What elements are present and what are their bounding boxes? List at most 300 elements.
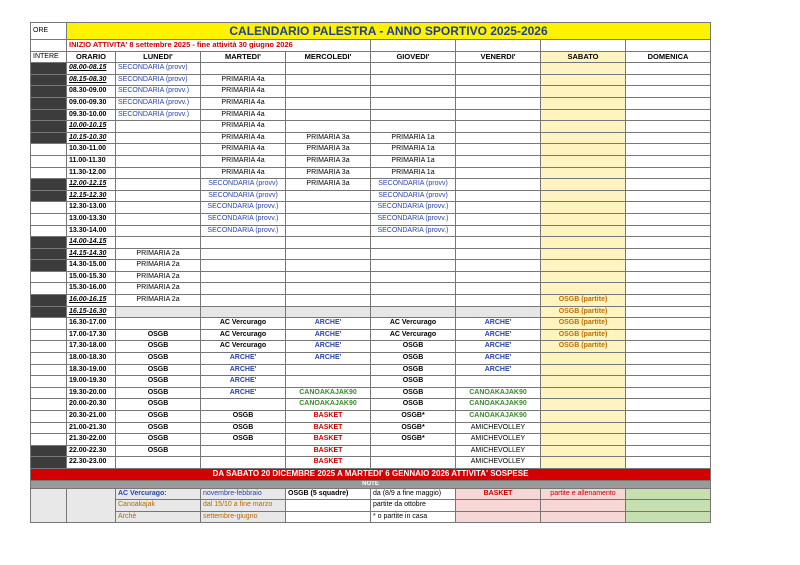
season-subtitle: INIZIO ATTIVITA' 8 settembre 2025 - fine attività 30 giugno 2026 (67, 40, 371, 52)
schedule-cell-mar (201, 445, 286, 457)
schedule-cell-mer (286, 376, 371, 388)
schedule-cell-ven (456, 202, 541, 214)
schedule-cell-gio: OSGB* (371, 434, 456, 446)
table-row (31, 318, 711, 330)
schedule-cell-mar: OSGB (201, 434, 286, 446)
schedule-cell-ven: ARCHE' (456, 341, 541, 353)
table-row (31, 179, 711, 191)
schedule-cell-sab (541, 260, 626, 272)
table-row (31, 202, 711, 214)
schedule-cell-mar: PRIMARIA 4a (201, 74, 286, 86)
schedule-cell-mar: SECONDARIA (provv.) (201, 202, 286, 214)
schedule-cell-sab (541, 283, 626, 295)
table-row (31, 63, 711, 75)
schedule-cell-mar (201, 283, 286, 295)
schedule-cell-sab (541, 144, 626, 156)
schedule-cell-mar (201, 63, 286, 75)
ore-label: ORE (31, 23, 67, 40)
schedule-cell-ven: ARCHE' (456, 318, 541, 330)
schedule-cell-ven: AMICHEVOLLEY (456, 422, 541, 434)
schedule-cell-lun: PRIMARIA 2a (116, 295, 201, 307)
schedule-cell-mar: AC Vercurago (201, 341, 286, 353)
schedule-cell-ven (456, 213, 541, 225)
time-slot: 08.00-08.15 (67, 63, 116, 75)
schedule-cell-mer: ARCHE' (286, 329, 371, 341)
col-header-giovedi: GIOVEDI' (371, 51, 456, 63)
time-slot: 22.30-23.00 (67, 457, 116, 469)
schedule-cell-sab (541, 376, 626, 388)
schedule-cell-lun: OSGB (116, 445, 201, 457)
schedule-cell-mar (201, 248, 286, 260)
schedule-cell-gio (371, 121, 456, 133)
schedule-cell-ven: ARCHE' (456, 329, 541, 341)
schedule-cell-gio (371, 63, 456, 75)
schedule-cell-sab (541, 63, 626, 75)
schedule-cell-dom (626, 376, 711, 388)
schedule-cell-mar: SECONDARIA (provv) (201, 179, 286, 191)
col-header-venerdi: VENERDI' (456, 51, 541, 63)
time-slot: 16.00-16.15 (67, 295, 116, 307)
schedule-cell-gio (371, 260, 456, 272)
schedule-cell-mar: OSGB (201, 411, 286, 423)
schedule-cell-sab: OSGB (partite) (541, 306, 626, 318)
schedule-cell-ven (456, 109, 541, 121)
suspension-banner: DA SABATO 20 DICEMBRE 2025 A MARTEDI' 6 GENNAIO 2026 ATTIVITA' SOSPESE (31, 468, 711, 480)
schedule-cell-gio: OSGB (371, 387, 456, 399)
schedule-cell-dom (626, 179, 711, 191)
table-row (31, 167, 711, 179)
note-osgb-line2: partite da ottobre (371, 500, 456, 512)
table-row (31, 271, 711, 283)
table-row (31, 109, 711, 121)
col-header-sabato: SABATO (541, 51, 626, 63)
table-row (31, 248, 711, 260)
schedule-cell-ven: CANOAKAJAK90 (456, 411, 541, 423)
time-slot: 15.30-16.00 (67, 283, 116, 295)
schedule-cell-sab (541, 190, 626, 202)
schedule-cell-dom (626, 225, 711, 237)
time-slot: 12.15-12.30 (67, 190, 116, 202)
schedule-cell-dom (626, 434, 711, 446)
schedule-cell-ven: ARCHE' (456, 364, 541, 376)
schedule-cell-ven (456, 74, 541, 86)
schedule-cell-sab (541, 167, 626, 179)
schedule-cell-lun (116, 121, 201, 133)
schedule-cell-mer: CANOAKAJAK90 (286, 399, 371, 411)
table-row (31, 74, 711, 86)
note-canoa-period: dal 15/10 a fine marzo (201, 500, 286, 512)
schedule-cell-sab (541, 457, 626, 469)
schedule-cell-mer: ARCHE' (286, 353, 371, 365)
schedule-cell-dom (626, 237, 711, 249)
schedule-cell-sab (541, 411, 626, 423)
table-row (31, 341, 711, 353)
time-slot: 09.30-10.00 (67, 109, 116, 121)
time-slot: 12.00-12.15 (67, 179, 116, 191)
schedule-cell-dom (626, 202, 711, 214)
schedule-cell-gio: SECONDARIA (provv.) (371, 225, 456, 237)
time-slot: 15.00-15.30 (67, 271, 116, 283)
schedule-cell-gio: PRIMARIA 1a (371, 155, 456, 167)
schedule-cell-mer: ARCHE' (286, 341, 371, 353)
time-slot: 14.15-14.30 (67, 248, 116, 260)
time-slot: 22.00-22.30 (67, 445, 116, 457)
schedule-cell-mer (286, 74, 371, 86)
note-arche-name: Archè (116, 511, 201, 523)
schedule-cell-lun (116, 155, 201, 167)
schedule-cell-lun: OSGB (116, 364, 201, 376)
schedule-cell-dom (626, 364, 711, 376)
schedule-cell-lun: SECONDARIA (provv) (116, 74, 201, 86)
col-header-lunedi: LUNEDI' (116, 51, 201, 63)
schedule-cell-gio: AC Vercurago (371, 318, 456, 330)
schedule-cell-lun: OSGB (116, 387, 201, 399)
schedule-cell-ven (456, 237, 541, 249)
table-row (31, 387, 711, 399)
note-canoa-name: Canoakajak (116, 500, 201, 512)
schedule-cell-mar (201, 260, 286, 272)
table-row (31, 445, 711, 457)
table-row (31, 121, 711, 133)
schedule-cell-lun (116, 213, 201, 225)
schedule-cell-mer (286, 248, 371, 260)
schedule-cell-mer: PRIMARIA 3a (286, 167, 371, 179)
schedule-cell-dom (626, 86, 711, 98)
schedule-cell-mar (201, 295, 286, 307)
time-slot: 19.00-19.30 (67, 376, 116, 388)
schedule-cell-mer: BASKET (286, 445, 371, 457)
schedule-cell-lun (116, 132, 201, 144)
schedule-cell-lun: SECONDARIA (provv.) (116, 86, 201, 98)
schedule-cell-mer (286, 86, 371, 98)
schedule-cell-lun (116, 225, 201, 237)
schedule-cell-mer: BASKET (286, 422, 371, 434)
table-row (31, 155, 711, 167)
schedule-cell-lun: OSGB (116, 422, 201, 434)
schedule-cell-gio (371, 295, 456, 307)
table-row (31, 213, 711, 225)
table-row (31, 132, 711, 144)
schedule-cell-gio (371, 445, 456, 457)
table-row (31, 457, 711, 469)
schedule-cell-dom (626, 213, 711, 225)
schedule-cell-gio: PRIMARIA 1a (371, 167, 456, 179)
schedule-cell-ven (456, 121, 541, 133)
time-slot: 08.30-09.00 (67, 86, 116, 98)
schedule-cell-mer (286, 237, 371, 249)
schedule-cell-mer (286, 97, 371, 109)
schedule-cell-sab (541, 132, 626, 144)
schedule-cell-sab (541, 237, 626, 249)
schedule-cell-gio (371, 74, 456, 86)
note-osgb-title: OSGB (5 squadre) (286, 488, 371, 500)
schedule-cell-dom (626, 283, 711, 295)
schedule-cell-ven (456, 283, 541, 295)
note-basket: BASKET (456, 488, 541, 500)
schedule-cell-lun (116, 237, 201, 249)
schedule-cell-sab (541, 364, 626, 376)
table-row (31, 260, 711, 272)
schedule-cell-dom (626, 271, 711, 283)
time-slot: 16.15-16.30 (67, 306, 116, 318)
schedule-cell-sab (541, 422, 626, 434)
schedule-cell-mer: BASKET (286, 411, 371, 423)
schedule-cell-mar: AC Vercurago (201, 318, 286, 330)
schedule-cell-ven (456, 225, 541, 237)
schedule-cell-lun: OSGB (116, 399, 201, 411)
schedule-cell-mer: BASKET (286, 434, 371, 446)
schedule-cell-ven: AMICHEVOLLEY (456, 434, 541, 446)
schedule-cell-mer (286, 271, 371, 283)
schedule-cell-ven: CANOAKAJAK90 (456, 399, 541, 411)
schedule-cell-gio: SECONDARIA (provv.) (371, 213, 456, 225)
notes-header: NOTE (31, 480, 711, 488)
col-header-domenica: DOMENICA (626, 51, 711, 63)
schedule-cell-dom (626, 387, 711, 399)
schedule-cell-lun (116, 144, 201, 156)
schedule-cell-ven (456, 271, 541, 283)
schedule-cell-dom (626, 422, 711, 434)
time-slot: 10.00-10.15 (67, 121, 116, 133)
schedule-cell-gio: SECONDARIA (provv) (371, 190, 456, 202)
table-row (31, 144, 711, 156)
schedule-cell-sab (541, 213, 626, 225)
schedule-cell-mer (286, 225, 371, 237)
note-arche-period: settembre-giugno (201, 511, 286, 523)
gym-calendar-table (30, 22, 711, 523)
schedule-cell-dom (626, 260, 711, 272)
table-row (31, 295, 711, 307)
schedule-cell-dom (626, 445, 711, 457)
time-slot: 08.15-08.30 (67, 74, 116, 86)
schedule-cell-gio (371, 86, 456, 98)
schedule-cell-ven (456, 306, 541, 318)
schedule-cell-sab (541, 225, 626, 237)
schedule-cell-mer (286, 260, 371, 272)
schedule-cell-sab (541, 248, 626, 260)
schedule-cell-dom (626, 121, 711, 133)
schedule-cell-sab (541, 121, 626, 133)
schedule-cell-mer (286, 109, 371, 121)
schedule-cell-gio: OSGB (371, 399, 456, 411)
schedule-cell-gio (371, 457, 456, 469)
table-row (31, 306, 711, 318)
schedule-cell-mer: PRIMARIA 3a (286, 144, 371, 156)
schedule-cell-sab (541, 399, 626, 411)
time-slot: 17.00-17.30 (67, 329, 116, 341)
schedule-cell-gio (371, 283, 456, 295)
schedule-cell-mar: ARCHE' (201, 353, 286, 365)
schedule-cell-ven (456, 155, 541, 167)
schedule-cell-ven (456, 132, 541, 144)
schedule-cell-mar: PRIMARIA 4a (201, 121, 286, 133)
schedule-cell-lun (116, 306, 201, 318)
schedule-cell-dom (626, 248, 711, 260)
time-slot: 18.00-18.30 (67, 353, 116, 365)
schedule-cell-mar: PRIMARIA 4a (201, 132, 286, 144)
schedule-cell-dom (626, 155, 711, 167)
schedule-cell-lun: OSGB (116, 376, 201, 388)
schedule-cell-lun: PRIMARIA 2a (116, 283, 201, 295)
note-acv-name: AC Vercurago: (116, 488, 201, 500)
schedule-cell-sab (541, 445, 626, 457)
schedule-cell-gio: OSGB (371, 341, 456, 353)
schedule-cell-gio: SECONDARIA (provv.) (371, 202, 456, 214)
note-basket-desc: partite e allenamento (541, 488, 626, 500)
time-slot: 10.15-10.30 (67, 132, 116, 144)
schedule-cell-gio (371, 109, 456, 121)
schedule-cell-mar: PRIMARIA 4a (201, 144, 286, 156)
schedule-cell-dom (626, 295, 711, 307)
time-slot: 20.00-20.30 (67, 399, 116, 411)
schedule-cell-lun (116, 202, 201, 214)
schedule-cell-mer: BASKET (286, 457, 371, 469)
schedule-cell-lun: OSGB (116, 353, 201, 365)
schedule-cell-dom (626, 74, 711, 86)
schedule-cell-sab (541, 179, 626, 191)
schedule-cell-mer: PRIMARIA 3a (286, 155, 371, 167)
schedule-cell-mer: PRIMARIA 3a (286, 132, 371, 144)
schedule-cell-ven (456, 248, 541, 260)
schedule-cell-gio: PRIMARIA 1a (371, 144, 456, 156)
schedule-cell-ven (456, 86, 541, 98)
table-row (31, 353, 711, 365)
schedule-cell-lun: SECONDARIA (provv.) (116, 97, 201, 109)
schedule-cell-sab: OSGB (partite) (541, 318, 626, 330)
schedule-cell-mar (201, 399, 286, 411)
schedule-cell-lun (116, 190, 201, 202)
schedule-cell-ven (456, 63, 541, 75)
time-slot: 13.00-13.30 (67, 213, 116, 225)
schedule-cell-dom (626, 97, 711, 109)
schedule-cell-gio: PRIMARIA 1a (371, 132, 456, 144)
note-osgb-line3: * o partite in casa (371, 511, 456, 523)
schedule-cell-dom (626, 411, 711, 423)
schedule-cell-mar: SECONDARIA (provv) (201, 190, 286, 202)
time-slot: 11.30-12.00 (67, 167, 116, 179)
time-slot: 11.00-11.30 (67, 155, 116, 167)
schedule-cell-lun (116, 179, 201, 191)
schedule-cell-mar (201, 457, 286, 469)
col-header-martedi: MARTEDI' (201, 51, 286, 63)
schedule-cell-mer (286, 63, 371, 75)
schedule-cell-sab (541, 97, 626, 109)
table-row (31, 225, 711, 237)
schedule-cell-sab (541, 387, 626, 399)
time-slot: 14.00-14.15 (67, 237, 116, 249)
table-row (31, 86, 711, 98)
schedule-cell-mar: PRIMARIA 4a (201, 167, 286, 179)
schedule-cell-sab: OSGB (partite) (541, 329, 626, 341)
schedule-cell-gio: AC Vercurago (371, 329, 456, 341)
schedule-cell-dom (626, 144, 711, 156)
schedule-cell-mar: PRIMARIA 4a (201, 109, 286, 121)
schedule-cell-lun: SECONDARIA (provv.) (116, 109, 201, 121)
schedule-cell-lun: SECONDARIA (provv) (116, 63, 201, 75)
schedule-cell-dom (626, 190, 711, 202)
schedule-cell-ven (456, 179, 541, 191)
table-row (31, 329, 711, 341)
schedule-cell-mer (286, 213, 371, 225)
schedule-cell-gio (371, 306, 456, 318)
schedule-cell-mar: ARCHE' (201, 364, 286, 376)
table-row (31, 97, 711, 109)
schedule-cell-mar: PRIMARIA 4a (201, 155, 286, 167)
schedule-cell-ven: ARCHE' (456, 353, 541, 365)
table-row (31, 434, 711, 446)
schedule-cell-dom (626, 329, 711, 341)
schedule-cell-mer: CANOAKAJAK90 (286, 387, 371, 399)
schedule-cell-dom (626, 457, 711, 469)
time-slot: 10.30-11.00 (67, 144, 116, 156)
note-osgb-line1: da (8/9 a fine maggio) (371, 488, 456, 500)
schedule-cell-mar: OSGB (201, 422, 286, 434)
schedule-cell-mar: ARCHE' (201, 387, 286, 399)
schedule-cell-sab: OSGB (partite) (541, 341, 626, 353)
schedule-cell-sab: OSGB (partite) (541, 295, 626, 307)
schedule-cell-sab (541, 155, 626, 167)
time-slot: 21.00-21.30 (67, 422, 116, 434)
schedule-cell-mar: ARCHE' (201, 376, 286, 388)
schedule-cell-mar (201, 271, 286, 283)
schedule-cell-mer (286, 190, 371, 202)
schedule-cell-ven (456, 295, 541, 307)
table-row (31, 411, 711, 423)
schedule-cell-dom (626, 306, 711, 318)
schedule-cell-ven: AMICHEVOLLEY (456, 457, 541, 469)
schedule-cell-ven: CANOAKAJAK90 (456, 387, 541, 399)
schedule-cell-gio: OSGB* (371, 422, 456, 434)
schedule-cell-lun: OSGB (116, 329, 201, 341)
schedule-cell-lun: OSGB (116, 434, 201, 446)
schedule-cell-ven (456, 190, 541, 202)
schedule-cell-ven (456, 376, 541, 388)
schedule-cell-sab (541, 353, 626, 365)
schedule-cell-dom (626, 318, 711, 330)
table-row (31, 190, 711, 202)
page-title: CALENDARIO PALESTRA - ANNO SPORTIVO 2025-2026 (67, 23, 711, 40)
schedule-cell-lun: PRIMARIA 2a (116, 260, 201, 272)
schedule-cell-mar: PRIMARIA 4a (201, 86, 286, 98)
schedule-cell-gio (371, 271, 456, 283)
col-header-orario: ORARIO (67, 51, 116, 63)
schedule-cell-ven (456, 167, 541, 179)
schedule-cell-gio: OSGB (371, 364, 456, 376)
schedule-cell-ven (456, 97, 541, 109)
schedule-cell-dom (626, 167, 711, 179)
time-slot: 18.30-19.00 (67, 364, 116, 376)
schedule-cell-gio: OSGB (371, 353, 456, 365)
schedule-cell-dom (626, 132, 711, 144)
time-slot: 19.30-20.00 (67, 387, 116, 399)
time-slot: 14.30-15.00 (67, 260, 116, 272)
schedule-cell-gio (371, 237, 456, 249)
schedule-cell-lun (116, 167, 201, 179)
schedule-cell-lun: OSGB (116, 341, 201, 353)
schedule-cell-lun: PRIMARIA 2a (116, 248, 201, 260)
schedule-cell-mer: ARCHE' (286, 318, 371, 330)
time-slot: 09.00-09.30 (67, 97, 116, 109)
time-slot: 13.30-14.00 (67, 225, 116, 237)
schedule-cell-lun (116, 318, 201, 330)
time-slot: 16.30-17.00 (67, 318, 116, 330)
table-row (31, 376, 711, 388)
col-header-mercoledi: MERCOLEDI' (286, 51, 371, 63)
schedule-cell-mer (286, 295, 371, 307)
note-acv-period: novembre-febbraio (201, 488, 286, 500)
schedule-cell-sab (541, 74, 626, 86)
time-slot: 21.30-22.00 (67, 434, 116, 446)
